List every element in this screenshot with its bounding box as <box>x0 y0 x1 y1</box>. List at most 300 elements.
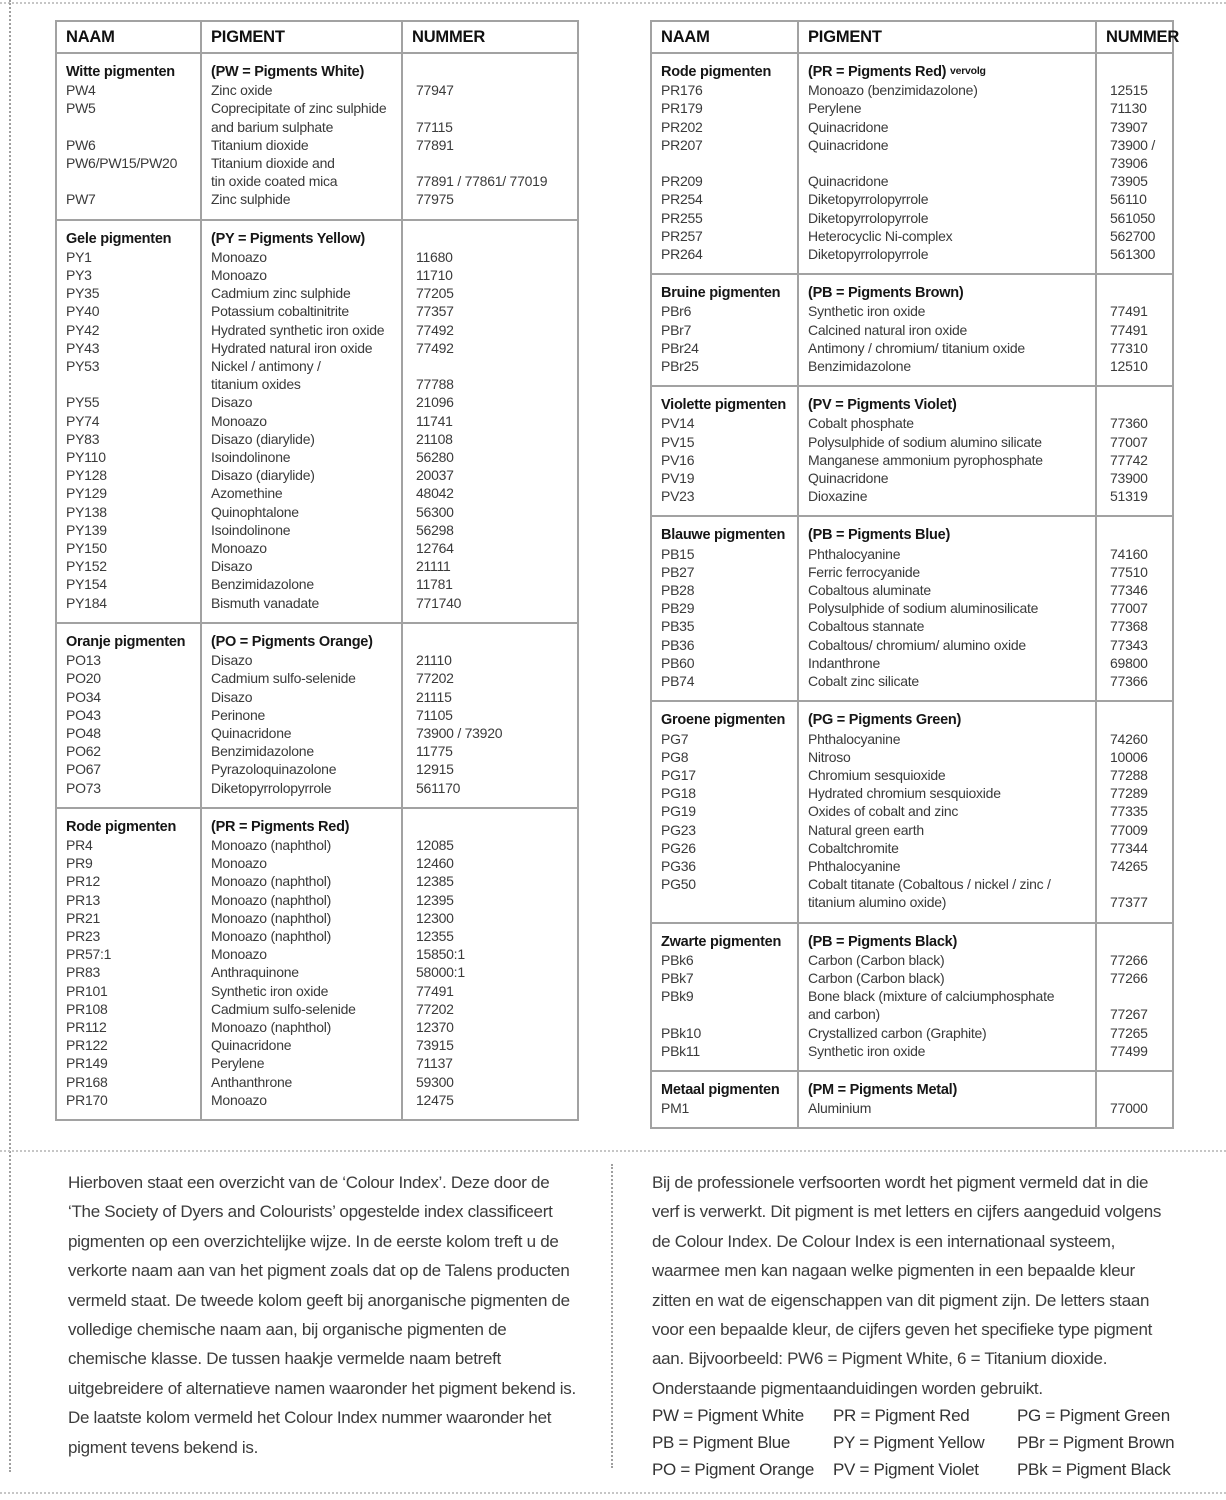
pigment-code-cell: PV14 <box>651 414 798 432</box>
pigment-number-cell: 12764 <box>402 539 578 557</box>
pigment-number-cell: 77357 <box>402 302 578 320</box>
pigment-number-cell: 561170 <box>402 779 578 808</box>
pigment-number-cell: 77788 <box>402 375 578 393</box>
pigment-name-cell: Cobalt phosphate <box>798 414 1096 432</box>
empty-cell <box>402 808 578 836</box>
section-subtitle: (PB = Pigments Blue) <box>798 516 1096 544</box>
intro-paragraph-left: Hierboven staat een overzicht van de ‘Colour Index’. Deze door de ‘The Society of Dyers and Colourists’ opgestelde index classificeert pigmenten op een overzichtelijke wijze. In de eerste kolom treft u de verkorte naam aan van het pigment zoals dat op de Talens producten vermeld staat. De tweede kolom geeft bij anorganische pigmenten de volledige chemische naam aan, bij organische pigmenten de chemische klasse. De tussen haakje vermelde naam betreft uitgebreidere of alternatieve namen waaronder het pigment bekend is. De laatste kolom vermeld het Colour Index nummer waaronder het pigment tevens bekend is. <box>68 1173 576 1457</box>
pigment-number-cell: 561300 <box>1096 245 1173 274</box>
pigment-code-cell: PO13 <box>56 651 201 669</box>
pigment-name-cell: Disazo <box>201 393 402 411</box>
pigment-number-cell: 21108 <box>402 430 578 448</box>
section-title-row <box>56 53 578 81</box>
empty-cell <box>1096 386 1173 414</box>
table-row <box>651 414 1173 432</box>
table-row <box>56 575 578 593</box>
pigment-code-cell: PB15 <box>651 545 798 563</box>
legend-item: PV = Pigment Violet <box>833 1460 979 1479</box>
table-row <box>651 545 1173 563</box>
pigment-name-cell: Isoindolinone <box>201 448 402 466</box>
table-row <box>56 963 578 981</box>
pigment-code-cell: PR254 <box>651 190 798 208</box>
pigment-number-cell: 77346 <box>1096 581 1173 599</box>
section-title-row <box>651 274 1173 302</box>
pigment-name-cell: Pyrazoloquinazolone <box>201 760 402 778</box>
pigment-code-cell: PO67 <box>56 760 201 778</box>
table-row <box>56 1018 578 1036</box>
pigment-code-cell: PV16 <box>651 451 798 469</box>
table-row <box>651 599 1173 617</box>
pigment-name-cell: Synthetic iron oxide <box>798 1042 1096 1071</box>
pigment-number-cell: 12915 <box>402 760 578 778</box>
pigment-number-cell: 77742 <box>1096 451 1173 469</box>
pigment-code-cell: PY154 <box>56 575 201 593</box>
pigment-number-cell: 74265 <box>1096 857 1173 875</box>
pigment-name-cell: Quinacridone <box>201 724 402 742</box>
pigment-name-cell: Titanium dioxide and <box>201 154 402 172</box>
pigment-name-cell: Diketopyrrolopyrrole <box>798 190 1096 208</box>
pigment-code-cell: PB36 <box>651 636 798 654</box>
pigment-name-cell: Perylene <box>201 1054 402 1072</box>
pigment-number-cell: 73907 <box>1096 118 1173 136</box>
pigment-name-cell: Monoazo (naphthol) <box>201 836 402 854</box>
table-row <box>56 375 578 393</box>
pigment-number-cell: 74160 <box>1096 545 1173 563</box>
column-header: NUMMER <box>402 21 578 53</box>
pigment-table-left <box>55 20 579 1121</box>
pigment-code-cell: PR101 <box>56 982 201 1000</box>
pigment-code-cell: PR57:1 <box>56 945 201 963</box>
pigment-code-cell: PG19 <box>651 802 798 820</box>
pigment-name-cell: Monoazo <box>201 539 402 557</box>
legend-item: PBr = Pigment Brown <box>1017 1433 1175 1452</box>
pigment-name-cell: Quinacridone <box>201 1036 402 1054</box>
pigment-code-cell: PV15 <box>651 433 798 451</box>
pigment-code-cell: PB27 <box>651 563 798 581</box>
table-row <box>56 982 578 1000</box>
pigment-number-cell: 71137 <box>402 1054 578 1072</box>
pigment-name-cell: Disazo <box>201 651 402 669</box>
table-row <box>56 1036 578 1054</box>
empty-cell <box>1096 701 1173 729</box>
pigment-number-cell: 77891 / 77861/ 77019 <box>402 172 578 190</box>
dotted-rule-middle <box>0 1150 1226 1152</box>
pigment-code-cell: PW4 <box>56 81 201 99</box>
pigment-code-cell <box>651 893 798 922</box>
pigment-number-cell: 10006 <box>1096 748 1173 766</box>
pigment-number-cell: 21096 <box>402 393 578 411</box>
pigment-code-cell: PY138 <box>56 503 201 521</box>
pigment-number-cell: 77491 <box>402 982 578 1000</box>
pigment-code-cell: PM1 <box>651 1099 798 1128</box>
pigment-name-cell <box>798 154 1096 172</box>
legend-item: PR = Pigment Red <box>833 1406 970 1425</box>
section-subtitle: (PR = Pigments Red) $^{vervolg}$ <box>798 53 1096 81</box>
section-title: Gele pigmenten <box>56 220 201 248</box>
pigment-name-cell: Antimony / chromium/ titanium oxide <box>798 339 1096 357</box>
legend-item: PBk = Pigment Black <box>1017 1460 1171 1479</box>
pigment-number-cell: 77335 <box>1096 802 1173 820</box>
pigment-number-cell: 77205 <box>402 284 578 302</box>
pigment-name-cell: Hydrated chromium sesquioxide <box>798 784 1096 802</box>
pigment-number-cell: 77115 <box>402 118 578 136</box>
pigment-number-cell: 77310 <box>1096 339 1173 357</box>
table-row <box>56 927 578 945</box>
pigment-number-cell: 77266 <box>1096 951 1173 969</box>
pigment-code-cell: PG26 <box>651 839 798 857</box>
section-title-row <box>56 808 578 836</box>
section-title-row <box>56 220 578 248</box>
pigment-name-cell: Disazo (diarylide) <box>201 466 402 484</box>
table-row <box>651 136 1173 154</box>
section-title: Groene pigmenten <box>651 701 798 729</box>
empty-cell <box>1096 923 1173 951</box>
pigment-name-cell: Natural green earth <box>798 821 1096 839</box>
pigment-name-cell: Polysulphide of sodium alumino silicate <box>798 433 1096 451</box>
table-row <box>651 357 1173 386</box>
section-title: Oranje pigmenten <box>56 623 201 651</box>
pigment-number-cell <box>1096 875 1173 893</box>
table-row <box>56 1073 578 1091</box>
table-row <box>56 248 578 266</box>
table-row <box>651 766 1173 784</box>
table-row <box>56 136 578 154</box>
pigment-number-cell: 11710 <box>402 266 578 284</box>
table-row <box>56 448 578 466</box>
pigment-number-cell: 48042 <box>402 484 578 502</box>
section-subtitle: (PR = Pigments Red) <box>201 808 402 836</box>
pigment-name-cell: Hydrated synthetic iron oxide <box>201 321 402 339</box>
pigment-name-cell: Coprecipitate of zinc sulphide <box>201 99 402 117</box>
pigment-number-cell: 56280 <box>402 448 578 466</box>
column-header: NAAM <box>56 21 201 53</box>
legend-column <box>652 1402 833 1483</box>
pigment-name-cell: Isoindolinone <box>201 521 402 539</box>
table-row <box>651 227 1173 245</box>
pigment-name-cell: Monoazo <box>201 266 402 284</box>
table-header-row <box>56 21 578 53</box>
pigment-code-cell: PR168 <box>56 1073 201 1091</box>
pigment-number-cell: 77344 <box>1096 839 1173 857</box>
pigment-code-cell: PY42 <box>56 321 201 339</box>
pigment-name-cell: Synthetic iron oxide <box>201 982 402 1000</box>
pigment-number-cell: 562700 <box>1096 227 1173 245</box>
pigment-name-cell: Indanthrone <box>798 654 1096 672</box>
pigment-number-cell: 73900 <box>1096 469 1173 487</box>
pigment-name-cell: Chromium sesquioxide <box>798 766 1096 784</box>
pigment-name-cell: Monoazo (naphthol) <box>201 909 402 927</box>
table-row <box>56 1054 578 1072</box>
table-row <box>651 672 1173 701</box>
pigment-number-cell: 77492 <box>402 321 578 339</box>
pigment-name-cell: Disazo <box>201 688 402 706</box>
section-title: Violette pigmenten <box>651 386 798 414</box>
table-row <box>651 209 1173 227</box>
pigment-code-cell: PY152 <box>56 557 201 575</box>
pigment-name-cell: Synthetic iron oxide <box>798 302 1096 320</box>
table-row <box>651 987 1173 1005</box>
pigment-code-cell: PBk11 <box>651 1042 798 1071</box>
pigment-number-cell: 77377 <box>1096 893 1173 922</box>
pigment-number-cell: 12515 <box>1096 81 1173 99</box>
table-row <box>56 651 578 669</box>
legend-item: PW = Pigment White <box>652 1406 804 1425</box>
table-row <box>651 99 1173 117</box>
table-row <box>651 487 1173 516</box>
table-row <box>56 284 578 302</box>
table-row <box>651 81 1173 99</box>
table-row <box>56 357 578 375</box>
section-subtitle: (PM = Pigments Metal) <box>798 1071 1096 1099</box>
table-row <box>56 521 578 539</box>
pigment-number-cell: 21110 <box>402 651 578 669</box>
pigment-number-cell: 77266 <box>1096 969 1173 987</box>
legend-column <box>1017 1402 1174 1483</box>
pigment-code-cell: PG36 <box>651 857 798 875</box>
pigment-code-cell: PBr24 <box>651 339 798 357</box>
pigment-code-cell: PR12 <box>56 872 201 890</box>
pigment-number-cell: 12385 <box>402 872 578 890</box>
table-row <box>56 154 578 172</box>
pigment-name-cell: Cobaltous stannate <box>798 617 1096 635</box>
table-row <box>56 430 578 448</box>
pigment-name-cell: Quinacridone <box>798 172 1096 190</box>
pigment-code-cell: PY110 <box>56 448 201 466</box>
section-title-row <box>651 386 1173 414</box>
pigment-code-cell: PV23 <box>651 487 798 516</box>
table-row <box>651 1042 1173 1071</box>
pigment-name-cell: Disazo (diarylide) <box>201 430 402 448</box>
table-row <box>651 951 1173 969</box>
pigment-number-cell: 21111 <box>402 557 578 575</box>
table-row <box>651 839 1173 857</box>
pigment-name-cell: Crystallized carbon (Graphite) <box>798 1024 1096 1042</box>
pigment-number-cell: 11680 <box>402 248 578 266</box>
table-row <box>56 724 578 742</box>
pigment-name-cell: Hydrated natural iron oxide <box>201 339 402 357</box>
pigment-number-cell: 77288 <box>1096 766 1173 784</box>
table-row <box>56 779 578 808</box>
pigment-number-cell: 56298 <box>402 521 578 539</box>
pigment-name-cell: Cadmium sulfo-selenide <box>201 1000 402 1018</box>
pigment-number-cell: 73915 <box>402 1036 578 1054</box>
section-title: Bruine pigmenten <box>651 274 798 302</box>
pigment-code-cell: PR149 <box>56 1054 201 1072</box>
pigment-number-cell: 77975 <box>402 190 578 219</box>
table-row <box>651 1024 1173 1042</box>
pigment-name-cell: Anthraquinone <box>201 963 402 981</box>
table-row <box>56 302 578 320</box>
pigment-name-cell: and barium sulphate <box>201 118 402 136</box>
table-row <box>651 321 1173 339</box>
section-subtitle: (PB = Pigments Brown) <box>798 274 1096 302</box>
pigment-code-cell: PR4 <box>56 836 201 854</box>
pigment-number-cell: 20037 <box>402 466 578 484</box>
pigment-number-cell: 77492 <box>402 339 578 357</box>
pigment-name-cell: Bone black (mixture of calciumphosphate <box>798 987 1096 1005</box>
pigment-code-cell: PBk10 <box>651 1024 798 1042</box>
pigment-name-cell: Quinacridone <box>798 136 1096 154</box>
table-row <box>651 172 1173 190</box>
pigment-number-cell: 71130 <box>1096 99 1173 117</box>
pigment-name-cell: titanium oxides <box>201 375 402 393</box>
pigment-code-cell: PY53 <box>56 357 201 375</box>
section-subtitle: (PO = Pigments Orange) <box>201 623 402 651</box>
table-row <box>56 891 578 909</box>
pigment-name-cell: Monoazo (naphthol) <box>201 872 402 890</box>
pigment-name-cell: Quinacridone <box>798 469 1096 487</box>
section-title: Blauwe pigmenten <box>651 516 798 544</box>
pigment-code-cell: PY129 <box>56 484 201 502</box>
dotted-rule-column-divider <box>611 1164 613 1468</box>
table-row <box>651 636 1173 654</box>
table-row <box>56 760 578 778</box>
table-row <box>56 118 578 136</box>
pigment-name-cell: titanium alumino oxide) <box>798 893 1096 922</box>
pigment-name-cell: Disazo <box>201 557 402 575</box>
pigment-number-cell: 77009 <box>1096 821 1173 839</box>
pigment-code-cell: PY3 <box>56 266 201 284</box>
pigment-code-cell: PG18 <box>651 784 798 802</box>
pigment-name-cell: Titanium dioxide <box>201 136 402 154</box>
pigment-number-cell: 56110 <box>1096 190 1173 208</box>
pigment-name-cell: Cadmium sulfo-selenide <box>201 669 402 687</box>
table-row <box>56 484 578 502</box>
column-header: NUMMER <box>1096 21 1173 53</box>
section-title: Metaal pigmenten <box>651 1071 798 1099</box>
pigment-name-cell: Benzimidazolone <box>201 742 402 760</box>
pigment-number-cell: 73905 <box>1096 172 1173 190</box>
pigment-name-cell: Diketopyrrolopyrrole <box>201 779 402 808</box>
table-row <box>651 784 1173 802</box>
table-row <box>651 563 1173 581</box>
pigment-code-cell: PR202 <box>651 118 798 136</box>
pigment-name-cell: Monoazo <box>201 945 402 963</box>
pigment-name-cell: Perinone <box>201 706 402 724</box>
legend-item: PB = Pigment Blue <box>652 1433 791 1452</box>
pigment-name-cell: tin oxide coated mica <box>201 172 402 190</box>
pigment-code-cell: PR21 <box>56 909 201 927</box>
pigment-code-cell: PW6/PW15/PW20 <box>56 154 201 172</box>
pigment-number-cell: 11775 <box>402 742 578 760</box>
pigment-code-cell: PG8 <box>651 748 798 766</box>
pigment-name-cell: Quinophtalone <box>201 503 402 521</box>
pigment-name-cell: Monoazo (naphthol) <box>201 1018 402 1036</box>
pigment-code-cell: PW5 <box>56 99 201 117</box>
pigment-code-cell: PR108 <box>56 1000 201 1018</box>
pigment-number-cell: 77491 <box>1096 302 1173 320</box>
table-row <box>56 321 578 339</box>
pigment-number-cell: 21115 <box>402 688 578 706</box>
pigment-number-cell: 12460 <box>402 854 578 872</box>
pigment-name-cell: Benzimidazolone <box>201 575 402 593</box>
pigment-number-cell: 77343 <box>1096 636 1173 654</box>
pigment-name-cell: Oxides of cobalt and zinc <box>798 802 1096 820</box>
pigment-name-cell: Monoazo <box>201 1091 402 1120</box>
table-header-row <box>651 21 1173 53</box>
pigment-number-cell: 73900 / 73920 <box>402 724 578 742</box>
pigment-code-cell: PR122 <box>56 1036 201 1054</box>
pigment-code-cell: PR207 <box>651 136 798 154</box>
pigment-number-cell: 77265 <box>1096 1024 1173 1042</box>
table-row <box>651 857 1173 875</box>
legend-item: PG = Pigment Green <box>1017 1406 1170 1425</box>
pigment-code-cell: PR23 <box>56 927 201 945</box>
table-row <box>56 1091 578 1120</box>
pigment-number-cell: 771740 <box>402 594 578 623</box>
table-row <box>56 909 578 927</box>
pigment-code-cell: PB28 <box>651 581 798 599</box>
pigment-name-cell: Perylene <box>798 99 1096 117</box>
pigment-name-cell: Cobalt zinc silicate <box>798 672 1096 701</box>
table-row <box>56 688 578 706</box>
table-row <box>651 154 1173 172</box>
pigment-number-cell: 77491 <box>1096 321 1173 339</box>
pigment-name-cell: Monoazo (naphthol) <box>201 927 402 945</box>
table-row <box>651 1005 1173 1023</box>
table-row <box>56 669 578 687</box>
section-title-row <box>651 516 1173 544</box>
pigment-code-cell: PY128 <box>56 466 201 484</box>
pigment-name-cell: Monoazo <box>201 248 402 266</box>
pigment-number-cell: 77947 <box>402 81 578 99</box>
column-header: NAAM <box>651 21 798 53</box>
pigment-code-cell <box>56 118 201 136</box>
pigment-code-cell: PY184 <box>56 594 201 623</box>
table-row <box>651 118 1173 136</box>
empty-cell <box>1096 53 1173 81</box>
pigment-number-cell: 77360 <box>1096 414 1173 432</box>
column-header: PIGMENT <box>201 21 402 53</box>
pigment-number-cell: 12300 <box>402 909 578 927</box>
pigment-number-cell: 58000:1 <box>402 963 578 981</box>
pigment-code-cell: PB35 <box>651 617 798 635</box>
pigment-code-cell: PR264 <box>651 245 798 274</box>
section-title-row <box>651 701 1173 729</box>
table-row <box>56 706 578 724</box>
section-subtitle: (PV = Pigments Violet) <box>798 386 1096 414</box>
table-row <box>56 99 578 117</box>
pigment-number-cell: 11781 <box>402 575 578 593</box>
pigment-code-cell: PY55 <box>56 393 201 411</box>
table-row <box>651 654 1173 672</box>
pigment-name-cell: Cadmium zinc sulphide <box>201 284 402 302</box>
pigment-name-cell: Zinc oxide <box>201 81 402 99</box>
pigment-name-cell: Dioxazine <box>798 487 1096 516</box>
pigment-code-cell <box>651 154 798 172</box>
pigment-abbreviation-legend <box>652 1402 1174 1483</box>
dotted-rule-left <box>9 0 11 1472</box>
empty-cell <box>402 623 578 651</box>
pigment-name-cell: Nickel / antimony / <box>201 357 402 375</box>
pigment-code-cell: PY43 <box>56 339 201 357</box>
pigment-code-cell: PR13 <box>56 891 201 909</box>
pigment-number-cell: 77202 <box>402 669 578 687</box>
pigment-name-cell: Ferric ferrocyanide <box>798 563 1096 581</box>
table-row <box>56 872 578 890</box>
pigment-number-cell: 59300 <box>402 1073 578 1091</box>
table-row <box>651 802 1173 820</box>
pigment-number-cell: 15850:1 <box>402 945 578 963</box>
pigment-code-cell: PR170 <box>56 1091 201 1120</box>
section-subtitle: (PY = Pigments Yellow) <box>201 220 402 248</box>
pigment-code-cell: PR83 <box>56 963 201 981</box>
pigment-name-cell: Phthalocyanine <box>798 730 1096 748</box>
pigment-code-cell: PBk9 <box>651 987 798 1005</box>
pigment-code-cell: PB29 <box>651 599 798 617</box>
table-row <box>56 945 578 963</box>
table-row <box>56 742 578 760</box>
